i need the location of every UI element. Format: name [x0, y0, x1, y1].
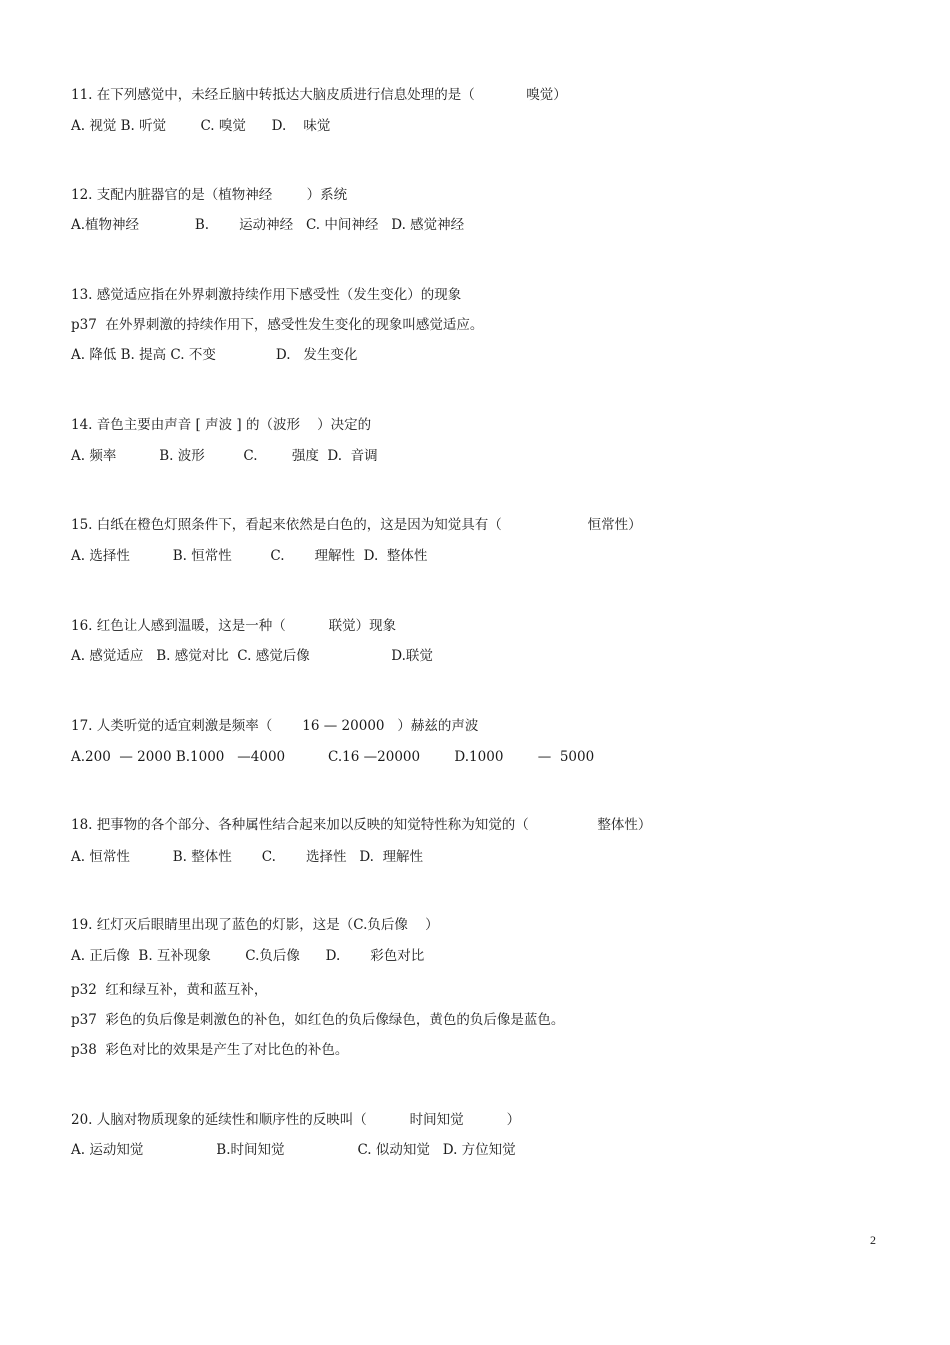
question-16: 16. 红色让人感到温暖，这是一种（ 联觉）现象: [71, 618, 397, 634]
options-18: A. 恒常性 B. 整体性 C. 选择性 D. 理解性: [71, 849, 424, 865]
question-13: 13. 感觉适应指在外界刺激持续作用下感受性（发生变化）的现象: [71, 287, 462, 303]
question-20: 20. 人脑对物质现象的延续性和顺序性的反映叫（ 时间知觉 ）: [71, 1112, 521, 1128]
options-15: A. 选择性 B. 恒常性 C. 理解性 D. 整体性: [71, 548, 428, 564]
options-16: A. 感觉适应 B. 感觉对比 C. 感觉后像 D.联觉: [71, 648, 433, 664]
note-19-p32: p32 红和绿互补，黄和蓝互补，: [71, 982, 268, 998]
question-14: 14. 音色主要由声音 [ 声波 ] 的（波形 ）决定的: [71, 417, 372, 433]
note-19-p37: p37 彩色的负后像是刺激色的补色，如红色的负后像绿色，黄色的负后像是蓝色。: [71, 1012, 565, 1028]
note-19-p38: p38 彩色对比的效果是产生了对比色的补色。: [71, 1042, 349, 1058]
page-number: 2: [870, 1233, 876, 1247]
question-19: 19. 红灯灭后眼睛里出现了蓝色的灯影，这是（C.负后像 ）: [71, 917, 439, 933]
question-15: 15. 白纸在橙色灯照条件下，看起来依然是白色的，这是因为知觉具有（ 恒常性）: [71, 517, 642, 533]
question-11: 11. 在下列感觉中，未经丘脑中转抵达大脑皮质进行信息处理的是（ 嗅觉）: [71, 87, 567, 103]
options-17: A.200 — 2000 B.1000 —4000 C.16 —20000 D.1000 — 5000: [71, 749, 595, 765]
options-11: A. 视觉 B. 听觉 C. 嗅觉 D. 味觉: [71, 118, 331, 134]
options-12: A.植物神经 B. 运动神经 C. 中间神经 D. 感觉神经: [71, 217, 465, 233]
options-14: A. 频率 B. 波形 C. 强度 D. 音调: [71, 448, 378, 464]
options-13: A. 降低 B. 提高 C. 不变 D. 发生变化: [71, 347, 358, 363]
options-19: A. 正后像 B. 互补现象 C.负后像 D. 彩色对比: [71, 948, 425, 964]
note-13: p37 在外界刺激的持续作用下，感受性发生变化的现象叫感觉适应。: [71, 317, 484, 333]
question-17: 17. 人类听觉的适宜刺激是频率（ 16 — 20000 ）赫兹的声波: [71, 718, 479, 734]
question-18: 18. 把事物的各个部分、各种属性结合起来加以反映的知觉特性称为知觉的（ 整体性）: [71, 817, 652, 833]
question-12: 12. 支配内脏器官的是（植物神经 ）系统: [71, 187, 348, 203]
options-20: A. 运动知觉 B.时间知觉 C. 似动知觉 D. 方位知觉: [71, 1142, 516, 1158]
